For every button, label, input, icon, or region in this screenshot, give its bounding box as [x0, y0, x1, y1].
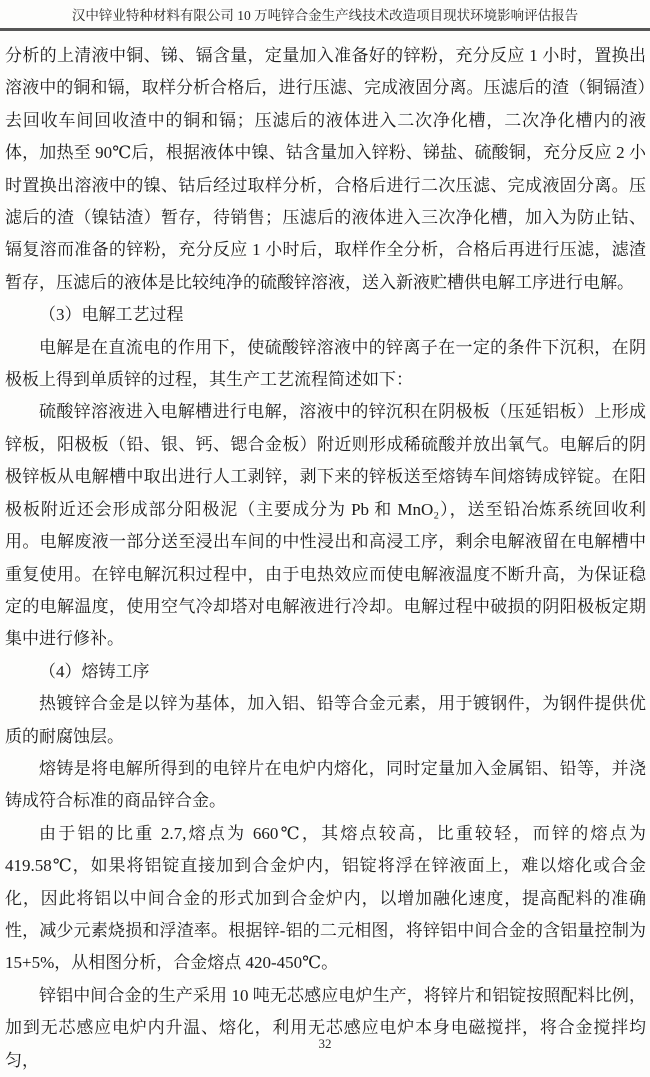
paragraph: 锌铝中间合金的生产采用 10 吨无芯感应电炉生产，将锌片和铝锭按照配料比例，加到无芯感应电炉内升温、熔化，利用无芯感应电炉本身电磁搅拌，将合金搅拌均匀，: [5, 985, 646, 1070]
section-heading-electrolysis: （3）电解工艺过程: [39, 305, 184, 325]
paragraph: 硫酸锌溶液进入电解槽进行电解，溶液中的锌沉积在阴极板（压延铝板）上形成锌板，阳极板（铅、银、钙、锶合金板）附近则形成稀硫酸并放出氧气。电解后的阴极锌板从电解槽中取出进行人工剥锌，剥下来的锌板送至熔铸车间熔铸成锌锭。在阳极板附近还会形成部分阳极泥（主要成分为 Pb 和 MnO₂），送至铅冶炼系统回收利用。电解废液一部分送至浸出车间的中性浸出和高浸工序，剩余电解液留在电解槽中重复使用。在锌电解沉积过程中，由于电热效应而使电解液温度不断升高，为保证稳定的电解温度，使用空气冷却塔对电解液进行冷却。电解过程中破损的阴阳极板定期集中进行修补。: [5, 402, 646, 649]
document-body: [0, 31, 650, 1077]
paragraph: 熔铸是将电解所得到的电锌片在电炉内熔化，同时定量加入金属铝、铅等，并浇铸成符合标准的商品锌合金。: [5, 758, 646, 811]
paragraph: 由于铝的比重 2.7,熔点为 660℃，其熔点较高，比重较轻，而锌的熔点为 419.58℃，如果将铝锭直接加到合金炉内，铝锭将浮在锌液面上，难以熔化或合金化，因此将铝以中间合金的形式加到合金炉内，以增加融化速度，提高配料的准确性，减少元素烧损和浮渣率。根据锌-铝的二元相图，将锌铝中间合金的含铝量控制为 15+5%，从相图分析，合金熔点 420-450℃。: [5, 823, 646, 973]
paragraph: 电解是在直流电的作用下，使硫酸锌溶液中的锌离子在一定的条件下沉积，在阴极板上得到单质锌的过程，其生产工艺流程简述如下：: [5, 337, 646, 390]
paragraph: 分析的上清液中铜、锑、镉含量，定量加入准备好的锌粉，充分反应 1 小时，置换出溶液中的铜和镉，取样分析合格后，进行压滤、完成液固分离。压滤后的渣（铜镉渣）去回收车间回收渣中的铜和镉；压滤后的液体进入二次净化槽，二次净化槽内的液体，加热至 90℃后，根据液体中镍、钴含量加入锌粉、锑盐、硫酸铜，充分反应 2 小时置换出溶液中的镍、钴后经过取样分析，合格后进行二次压滤、完成液固分离。压滤后的渣（镍钴渣）暂存，待销售；压滤后的液体进入三次净化槽，加入为防止钴、镉复溶而准备的锌粉，充分反应 1 小时后，取样作全分析，合格后再进行压滤，滤渣暂存，压滤后的液体是比较纯净的硫酸锌溶液，送入新液贮槽供电解工序进行电解。: [5, 46, 646, 292]
section-heading-casting: （4）熔铸工序: [39, 661, 150, 681]
paragraph: 热镀锌合金是以锌为基体，加入铝、铅等合金元素，用于镀钢件，为钢件提供优质的耐腐蚀层。: [5, 694, 646, 746]
report-header-title: 汉中锌业特种材料有限公司 10 万吨锌合金生产线技术改造项目现状环境影响评估报告: [71, 8, 579, 23]
page-number: 32: [318, 1036, 332, 1051]
